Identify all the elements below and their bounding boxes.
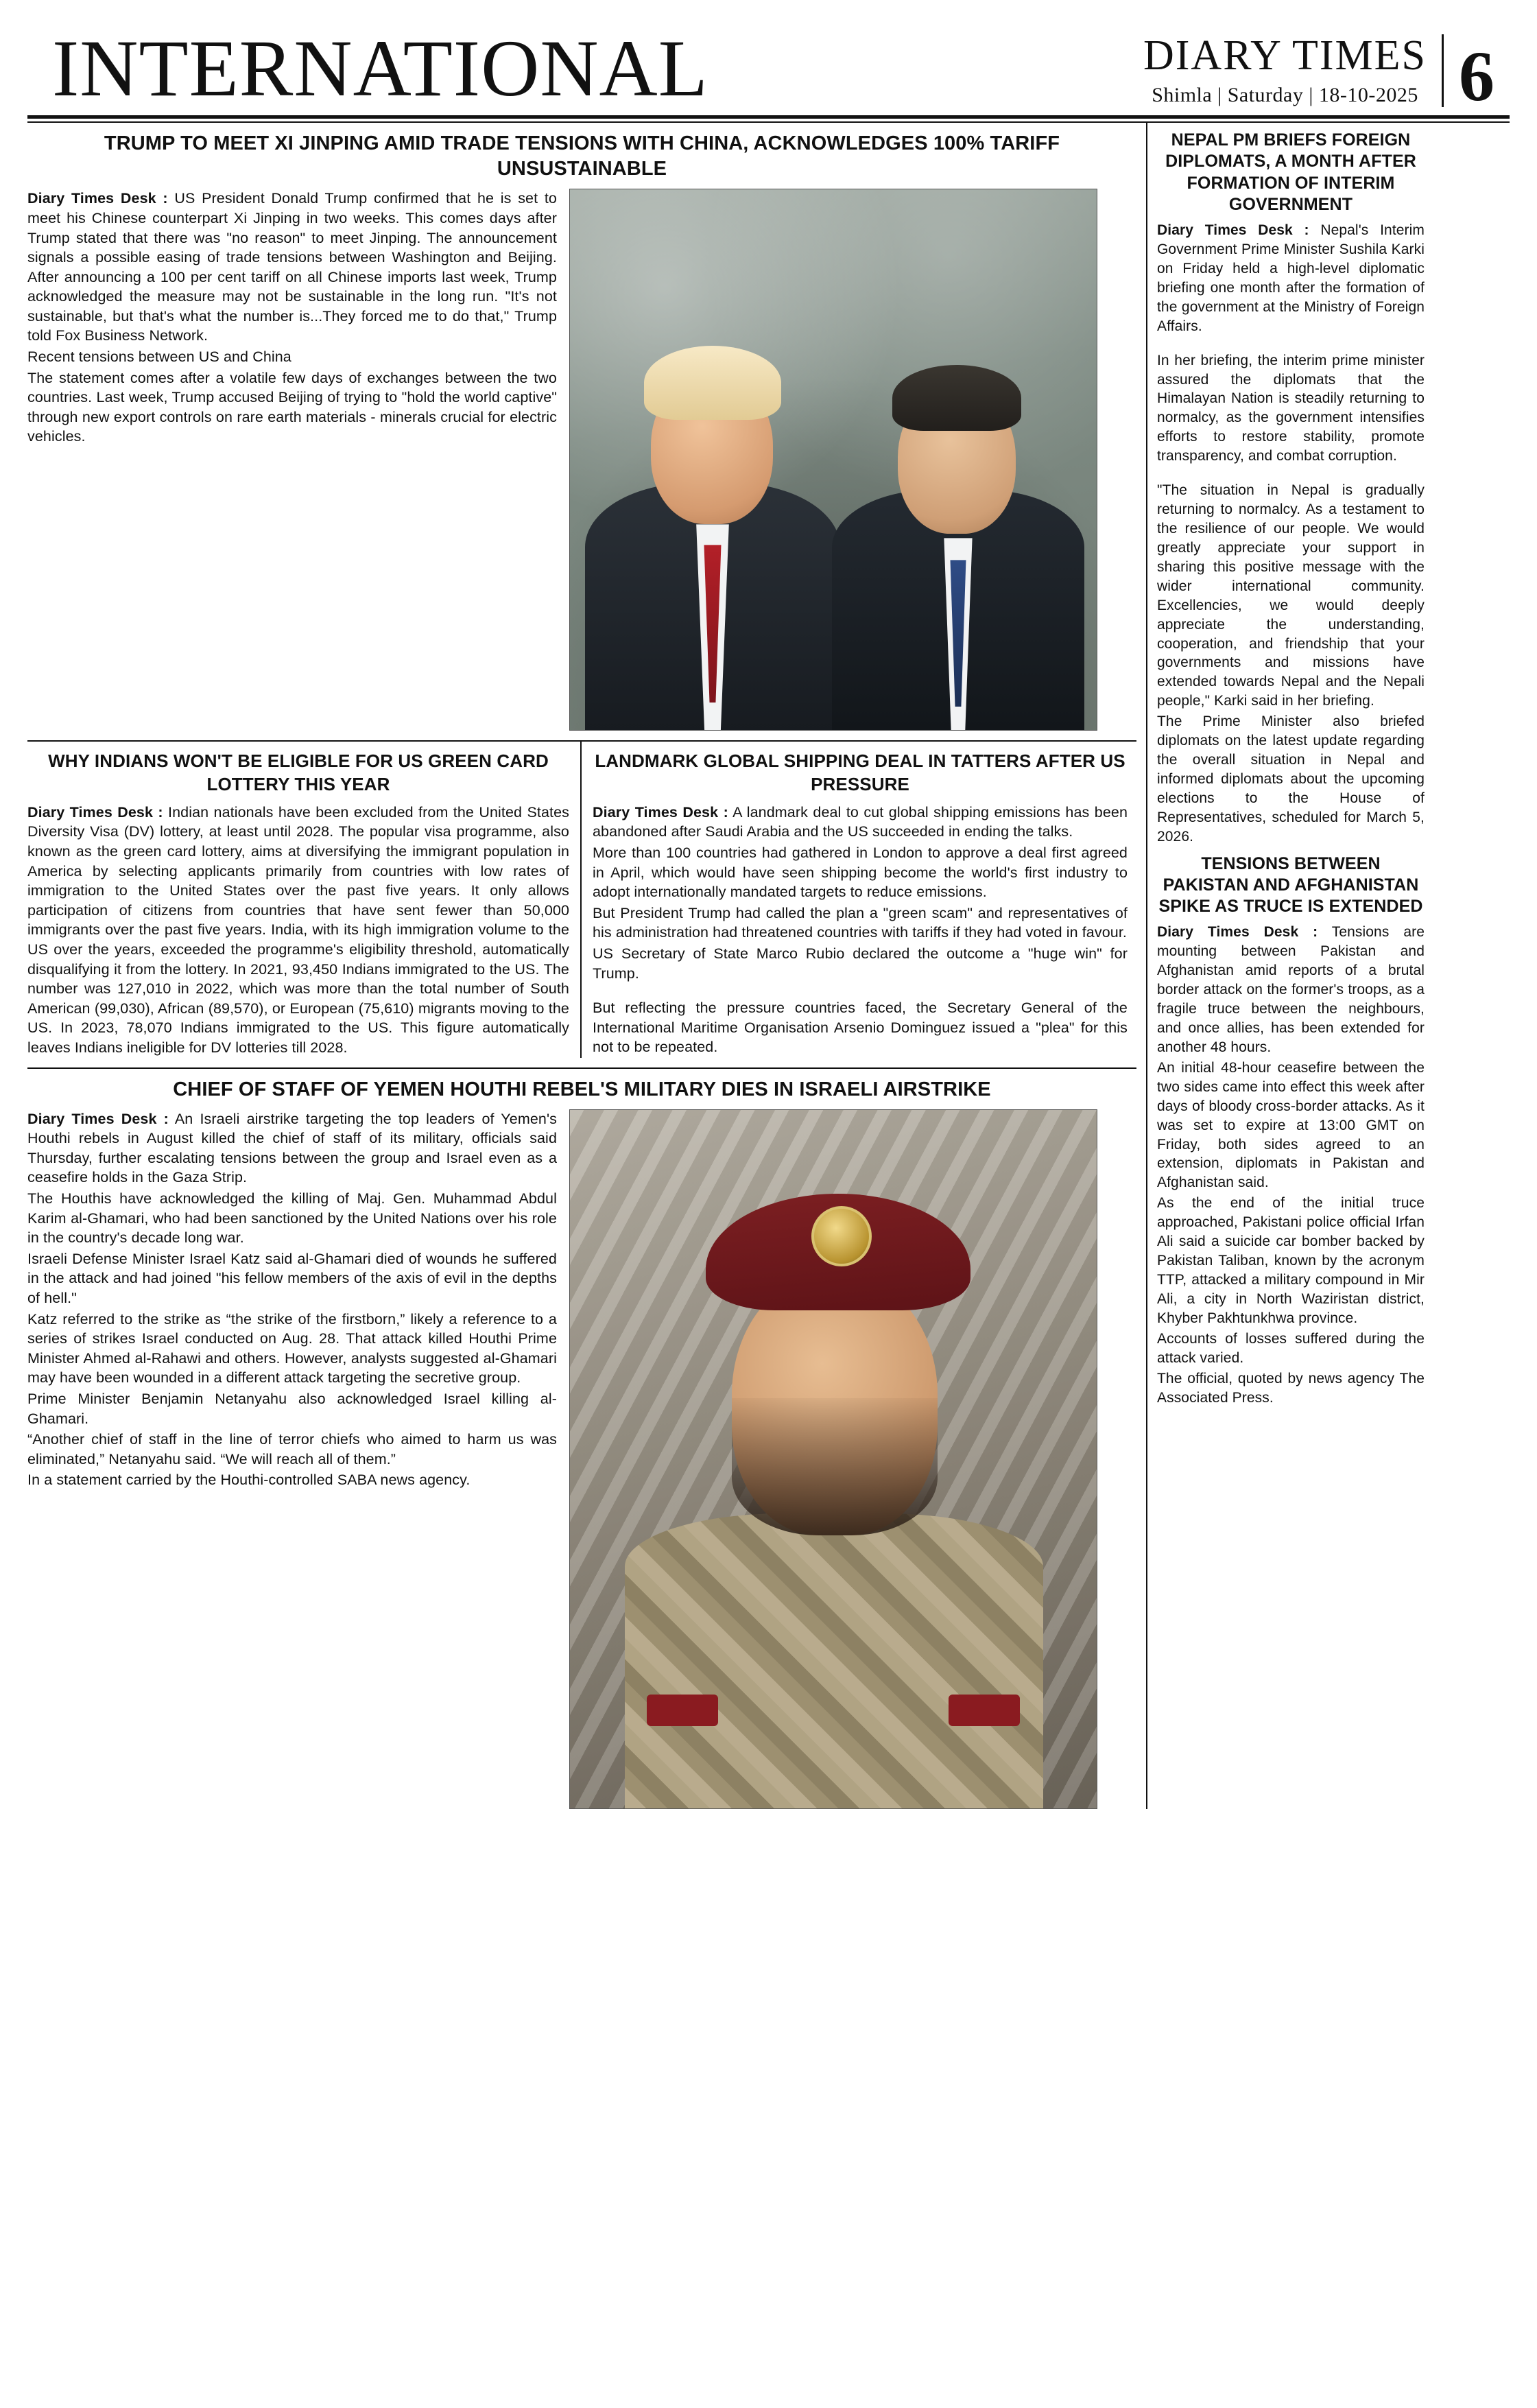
article-houthi <box>27 1077 1136 1809</box>
paragraph: Accounts of losses suffered during the attack varied. <box>1157 1330 1425 1366</box>
paragraph-text: Tensions are mounting between Pakistan and Afghanistan amid reports of a brutal border attack on the former's troops, as a fragile truce between the neighbours, and once allies, has been extended for another 48 hours. <box>1157 924 1425 1055</box>
article-pakistan-afghanistan <box>1157 853 1425 1408</box>
column-divider <box>580 742 582 1057</box>
paragraph <box>27 189 557 346</box>
article-photo-houthi-officer <box>569 1109 1097 1809</box>
desk-label: Diary Times Desk : <box>27 190 168 207</box>
article-text <box>27 1109 569 1490</box>
desk-label: Diary Times Desk : <box>27 803 163 821</box>
figure-xi <box>832 321 1084 730</box>
article-headline: TRUMP TO MEET XI JINPING AMID TRADE TENSIONS WITH CHINA, ACKNOWLEDGES 100% TARIFF UNSUSTAINABLE <box>104 132 1060 180</box>
brand-block <box>1143 34 1444 107</box>
hair-shape <box>892 365 1021 431</box>
paragraph <box>593 803 1128 842</box>
rank-insignia-right <box>949 1695 1020 1726</box>
brand-dateline: Shimla | Saturday | 18-10-2025 <box>1152 84 1418 107</box>
paragraph: The Houthis have acknowledged the killing of Maj. Gen. Muhammad Abdul Karim al-Ghamari, who had been sanctioned by the United Nations over his role in the country's decade long war. <box>27 1190 557 1247</box>
rail-divider <box>1146 123 1147 1809</box>
paragraph: An initial 48-hour ceasefire between the two sides came into effect this week after days of bloody cross-border attacks. As it was set to expire at 13:00 GMT on Friday, both sides agreed to an extension, diplomats in Pakistan and Afghanistan said. <box>1157 1059 1425 1191</box>
two-column-block <box>27 742 1136 1057</box>
uniform-shape <box>625 1513 1043 1808</box>
paragraph: US Secretary of State Marco Rubio declared the outcome a "huge win" for Trump. <box>593 945 1128 982</box>
article-text <box>27 189 569 447</box>
beard-shape <box>732 1398 938 1535</box>
hair-shape <box>644 346 781 420</box>
right-rail <box>1157 123 1425 1809</box>
masthead-brand-group <box>1143 32 1510 116</box>
article-headline: NEPAL PM BRIEFS FOREIGN DIPLOMATS, A MONTH AFTER FORMATION OF INTERIM GOVERNMENT <box>1165 130 1416 214</box>
section-rule <box>27 1067 1136 1069</box>
article-flow <box>27 189 1136 731</box>
paragraph: But reflecting the pressure countries faced, the Secretary General of the International Maritime Organisation Arsenio Dominguez issued a "plea" for this not to be repeated. <box>593 1000 1128 1056</box>
paragraph: More than 100 countries had gathered in London to approve a deal first agreed in April, which would have seen shipping become the world's first industry to adopt internationally mandated targets to reduce emissions. <box>593 845 1128 901</box>
paragraph-text: US President Donald Trump confirmed that he is set to meet his Chinese counterpart Xi Jinping in two weeks. This comes days after Trump stated that there was "no reason" to meet Jinping. The announcement signals a possible easing of trade tensions between Washington and Beijing. After announcing a 100 per cent tariff on all Chinese imports last week, Trump acknowledged the measure may not be sustainable in the long run. "It's not sustainable, but that's what the number is...They forced me to do that," Trump told Fox Business Network. <box>27 190 557 344</box>
paragraph: The statement comes after a volatile few days of exchanges between the two countries. Last week, Trump accused Beijing of trying to "hold the world captive" through new export controls on rare earth materials - minerals crucial for electric vehicles. <box>27 369 557 445</box>
article-trump-xi <box>27 131 1136 731</box>
paragraph: The official, quoted by news agency The Associated Press. <box>1157 1370 1425 1406</box>
section-title: INTERNATIONAL <box>52 23 708 113</box>
article-headline: WHY INDIANS WON'T BE ELIGIBLE FOR US GREEN CARD LOTTERY THIS YEAR <box>48 751 549 794</box>
subheading: Recent tensions between US and China <box>27 349 291 366</box>
desk-label: Diary Times Desk : <box>593 803 728 821</box>
article-headline: LANDMARK GLOBAL SHIPPING DEAL IN TATTERS AFTER US PRESSURE <box>595 751 1125 794</box>
paragraph-text: A landmark deal to cut global shipping emissions has been abandoned after Saudi Arabia and the US succeeded in ending the talks. <box>593 803 1128 840</box>
desk-label: Diary Times Desk : <box>1157 924 1318 941</box>
paragraph: But President Trump had called the plan a "green scam" and representatives of his administration had threatened countries with tariffs if they had voted in favour. <box>593 904 1128 941</box>
paragraph <box>27 1109 557 1188</box>
paragraph: The Prime Minister also briefed diplomats on the latest update regarding the overall situation in Nepal and informed diplomats about the upcoming elections to the House of Representatives, scheduled for March 5, 2026. <box>1157 713 1425 845</box>
paragraph-text: Indian nationals have been excluded from the United States Diversity Visa (DV) lottery, at least until 2028. The popular visa programme, also known as the green card lottery, aims at diversifying the immigrant population in America by selecting applicants primarily from countries with low rates of immigration to the United States over the past five years. It only allows participation of citizens from countries that have sent fewer than 50,000 immigrants over the past five years. India, with its high immigration volume to the US over the years, exceeded the programme's eligibility threshold, automatically disqualifying it from the lottery. In 2021, 93,450 Indians immigrated to the US. The number was 127,010 in 2022, which was more than the total number of South American (99,030), African (89,570), or European (75,610) migrants moving to the US. In 2023, 78,070 Indians immigrated to the US. This figure automatically leaves Indians ineligible for DV lotteries till 2028. <box>27 803 569 1056</box>
paragraph: “Another chief of staff in the line of terror chiefs who aimed to harm us was eliminated,” Netanyahu said. “We will reach all of them.” <box>27 1431 557 1467</box>
article-photo-trump-xi <box>569 189 1097 731</box>
article-shipping <box>593 742 1128 1057</box>
paragraph: In her briefing, the interim prime minister assured the diplomats that the Himalayan Nation is steadily returning to normalcy, as the government intensifies efforts to restore stability, promote transparency, and combat corruption. <box>1157 352 1425 464</box>
desk-label: Diary Times Desk : <box>27 1110 169 1127</box>
brand-name: DIARY TIMES <box>1143 32 1427 80</box>
paragraph: As the end of the initial truce approached, Pakistani police official Irfan Ali said a suicide car bomber backed by Pakistan Taliban, known by the acronym TTP, attacked a military compound in Mir Ali, a city in North Waziristan district, Khyber Pakhtunkhwa province. <box>1157 1195 1425 1326</box>
paragraph <box>27 803 569 1058</box>
figure-trump <box>585 305 840 730</box>
paragraph: Katz referred to the strike as “the strike of the firstborn,” likely a reference to a series of strikes Israel conducted on Aug. 28. That attack killed Houthi Prime Minister Ahmed al-Rahawi and others. However, analysts suggested al-Ghamari may have been wounded in a different attack targeting the secretive group. <box>27 1310 557 1386</box>
article-nepal <box>1157 130 1425 847</box>
main-columns <box>27 123 1136 1809</box>
paragraph: In a statement carried by the Houthi-controlled SABA news agency. <box>27 1472 470 1489</box>
paragraph <box>1157 923 1425 1057</box>
masthead <box>27 23 1510 116</box>
paragraph: "The situation in Nepal is gradually returning to normalcy. As a testament to the resilience of our people. We would greatly appreciate your support in sharing this positive message with the wider international community. Excellencies, we would deeply appreciate the understanding, cooperation, and friendship that your governments and missions have extended towards Nepal and the Nepali people," Karki said in her briefing. <box>1157 482 1425 709</box>
article-green-card <box>27 742 569 1057</box>
paragraph-text: Nepal's Interim Government Prime Minister Sushila Karki on Friday held a high-level diplomatic briefing one month after the formation of the government at the Ministry of Foreign Affairs. <box>1157 222 1425 334</box>
paragraph-text: An Israeli airstrike targeting the top leaders of Yemen's Houthi rebels in August killed the chief of staff of its military, officials said Thursday, further escalating tensions between the group and Israel even as a ceasefire holds in the Gaza Strip. <box>27 1110 558 1186</box>
article-flow <box>27 1109 1136 1809</box>
desk-label: Diary Times Desk : <box>1157 222 1309 239</box>
content-grid <box>27 123 1510 1809</box>
beret-badge-icon <box>811 1206 872 1266</box>
paragraph: Prime Minister Benjamin Netanyahu also acknowledged Israel killing al-Ghamari. <box>27 1390 557 1427</box>
article-headline: TENSIONS BETWEEN PAKISTAN AND AFGHANISTAN SPIKE AS TRUCE IS EXTENDED <box>1158 853 1423 917</box>
article-headline: CHIEF OF STAFF OF YEMEN HOUTHI REBEL'S MILITARY DIES IN ISRAELI AIRSTRIKE <box>173 1078 991 1100</box>
page-number: 6 <box>1459 36 1494 116</box>
rank-insignia-left <box>647 1695 718 1726</box>
paragraph <box>1157 221 1425 336</box>
paragraph: Israeli Defense Minister Israel Katz said al-Ghamari died of wounds he suffered in the attack and had joined "his fellow members of the axis of evil in the depths of hell." <box>27 1250 557 1307</box>
